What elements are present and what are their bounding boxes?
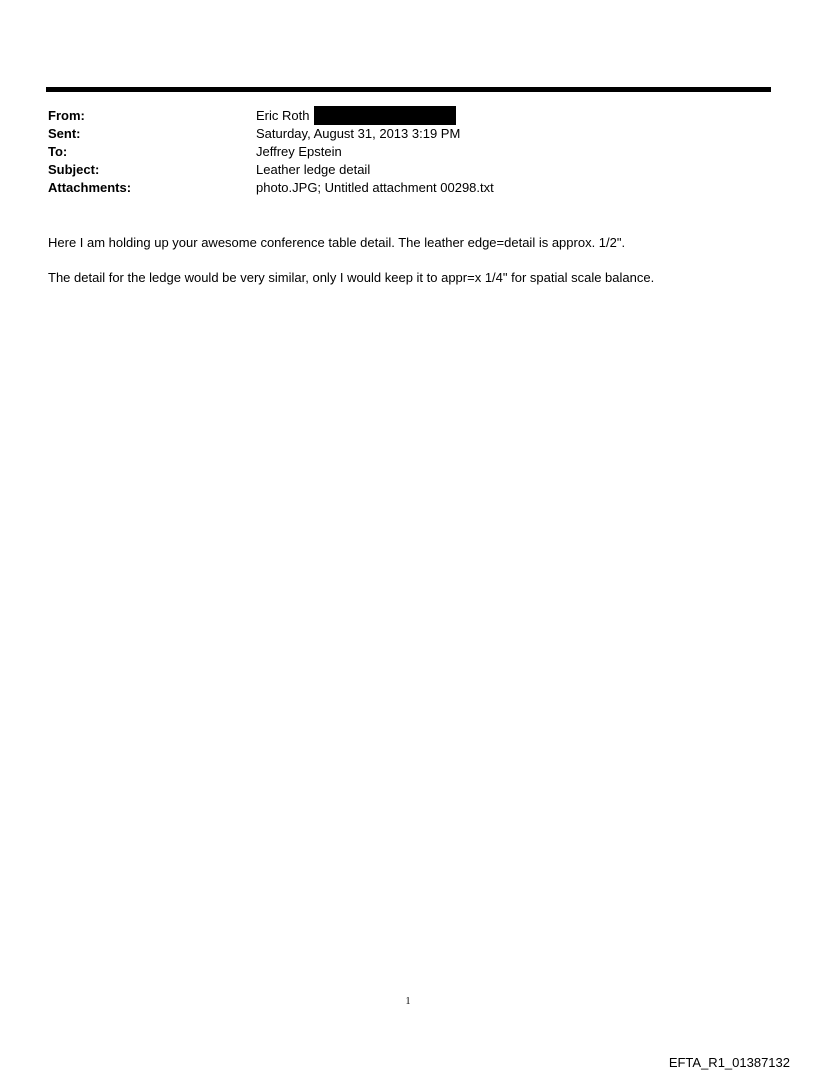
body-paragraph-1: Here I am holding up your awesome conference table detail. The leather edge=detail is approx. 1/2". — [48, 235, 626, 250]
sender-name: Eric Roth — [256, 108, 310, 123]
page-number: 1 — [405, 996, 411, 1007]
from-label: From: — [48, 108, 85, 123]
to-label: To: — [48, 144, 68, 159]
header-divider — [46, 87, 771, 92]
subject-value: Leather ledge detail — [256, 162, 371, 177]
sent-value: Saturday, August 31, 2013 3:19 PM — [256, 126, 461, 141]
attachments-label: Attachments: — [48, 180, 132, 195]
bates-number: EFTA_R1_01387132 — [668, 1055, 790, 1070]
subject-label: Subject: — [48, 162, 100, 177]
body-paragraph-2: The detail for the ledge would be very similar, only I would keep it to appr=x 1/4" for spatial scale balance. — [48, 270, 655, 285]
from-value — [256, 107, 456, 126]
to-value: Jeffrey Epstein — [256, 144, 342, 159]
redaction-box — [314, 106, 456, 125]
attachments-value: photo.JPG; Untitled attachment 00298.txt — [256, 180, 494, 195]
sent-label: Sent: — [48, 126, 81, 141]
